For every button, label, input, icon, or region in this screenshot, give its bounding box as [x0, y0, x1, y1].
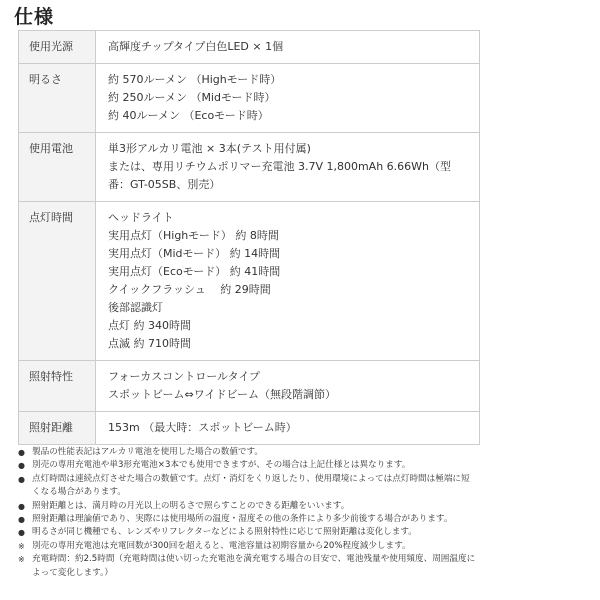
spec-label: 照射特性	[19, 361, 96, 412]
note-text: 明るさが同じ機種でも、レンズやリフレクターなどによる照射特性に応じて照射距離は変化します。	[32, 527, 417, 538]
note-text: 製品の性能表記はアルカリ電池を使用した場合の数値です。	[32, 447, 264, 457]
spec-value	[96, 133, 480, 202]
asterisk-mark: ※	[18, 555, 25, 565]
spec-value-line: 番：GT-05SB、別売）	[108, 178, 221, 191]
spec-row	[19, 361, 480, 412]
spec-value-line: 約 250ルーメン （Midモード時）	[108, 91, 276, 104]
asterisk-mark: ※	[18, 541, 25, 551]
spec-label: 明るさ	[19, 64, 96, 133]
spec-value-line: スポットビーム⇔ワイドビーム（無段階調節）	[108, 388, 337, 401]
note-text: 別売の専用充電池は充電回数が300回を超えると、電池容量は初期容量から20%程度減少します。	[32, 540, 411, 551]
spec-label: 点灯時間	[19, 202, 96, 361]
note-item	[18, 473, 476, 500]
bullet-icon: ●	[18, 448, 25, 457]
spec-value-line: または、専用リチウムポリマー充電池 3.7V 1,800mAh 6.66Wh（型	[108, 160, 451, 173]
spec-value-line: クイックフラッシュ 約 29時間	[108, 283, 271, 296]
note-text: 照射距離とは、満月時の月光以上の明るさで照らすことのできる距離をいいます。	[32, 500, 350, 511]
spec-row	[19, 64, 480, 133]
spec-value-line: 高輝度チップタイプ白色LED × 1個	[108, 40, 284, 53]
spec-value-line: フォーカスコントロールタイプ	[108, 370, 261, 383]
note-item	[18, 446, 476, 459]
spec-value	[96, 64, 480, 133]
spec-value-line: 実用点灯（Midモード） 約 14時間	[108, 247, 281, 260]
note-item	[18, 500, 476, 513]
spec-value-line: 約 40ルーメン （Ecoモード時）	[108, 109, 269, 122]
bullet-icon: ●	[18, 474, 25, 484]
spec-row	[19, 202, 480, 361]
spec-label: 使用光源	[19, 31, 96, 64]
spec-row	[19, 31, 480, 64]
note-text: 照射距離は理論値であり、実際には使用場所の温度・湿度その他の条件により多少前後する場合があります。	[32, 514, 453, 525]
note-text: 点灯時間は連続点灯させた場合の数値です。点灯・消灯をくり返したり、使用環境によっては点灯時間は極端に短くなる場合があります。	[32, 473, 470, 498]
spec-value-line: 約 570ルーメン （Highモード時）	[108, 73, 282, 86]
spec-value-line: 点灯 約 340時間	[108, 319, 191, 332]
spec-row	[19, 133, 480, 202]
spec-value-line: 点滅 約 710時間	[108, 337, 191, 350]
bullet-icon: ●	[18, 501, 25, 511]
bullet-icon: ●	[18, 528, 25, 538]
note-item	[18, 553, 476, 580]
note-item	[18, 459, 476, 472]
spec-value	[96, 361, 480, 412]
spec-value-line: 実用点灯（Highモード） 約 8時間	[108, 229, 279, 242]
spec-value	[96, 31, 480, 64]
note-text: 別売の専用充電池や単3形充電池×3本でも使用できますが、その場合は上記仕様とは異なります。	[32, 460, 411, 471]
spec-row	[19, 412, 480, 445]
spec-table-body	[19, 31, 480, 445]
page-title: 仕様	[14, 6, 55, 28]
spec-value	[96, 202, 480, 361]
spec-label: 照射距離	[19, 412, 96, 445]
spec-table	[18, 30, 480, 445]
spec-value	[96, 412, 480, 445]
notes-list	[18, 446, 476, 580]
spec-label: 使用電池	[19, 133, 96, 202]
spec-value-line: ヘッドライト	[108, 211, 174, 224]
note-item	[18, 540, 476, 553]
note-item	[18, 526, 476, 539]
spec-value-line: 後部認識灯	[108, 301, 163, 314]
spec-value-line: 単3形アルカリ電池 × 3本(テスト用付属)	[108, 142, 311, 155]
bullet-icon: ●	[18, 515, 25, 525]
spec-value-line: 実用点灯（Ecoモード） 約 41時間	[108, 265, 281, 278]
note-item	[18, 513, 476, 526]
note-text: 充電時間：約2.5時間（充電時間は使い切った充電池を満充電する場合の目安で、電池残量や使用頻度、周囲温度によって変化します。）	[32, 554, 476, 578]
bullet-icon: ●	[18, 461, 25, 471]
spec-value-line: 153m （最大時：スポットビーム時）	[108, 421, 297, 434]
